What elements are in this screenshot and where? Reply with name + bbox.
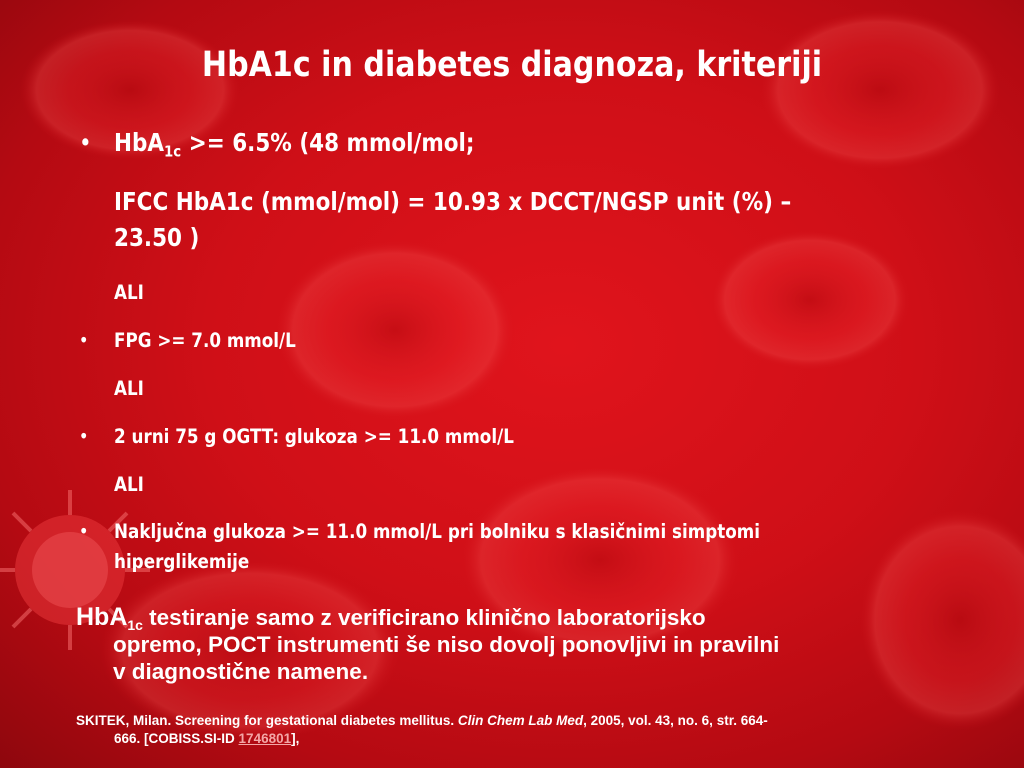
bullet-fpg: FPG >= 7.0 mmol/L bbox=[114, 329, 296, 352]
blood-cell bbox=[860, 510, 1024, 730]
bullet-random-glucose-line-1: Naključna glukoza >= 11.0 mmol/L pri bolniku s klasičnimi simptomi bbox=[114, 520, 761, 543]
or-label: ALI bbox=[114, 281, 144, 304]
bullet-dot: • bbox=[78, 520, 89, 543]
or-label: ALI bbox=[114, 473, 144, 496]
bullet-ogtt: 2 urni 75 g OGTT: glukoza >= 11.0 mmol/L bbox=[114, 425, 514, 448]
cobiss-id-link[interactable]: 1746801 bbox=[238, 731, 292, 746]
blood-cell bbox=[760, 10, 1000, 170]
blood-cell bbox=[710, 230, 910, 370]
reference-citation: SKITEK, Milan. Screening for gestational diabetes mellitus. Clin Chem Lab Med, 2005, vol. 43, no. 6, str. 664- 666. [COBISS.SI-ID 1746801], bbox=[76, 713, 768, 746]
bullet-dot: • bbox=[78, 329, 89, 352]
bullet-hba1c: HbA$_{1c}$ >= 6.5% (48 mmol/mol; bbox=[114, 128, 475, 161]
ifcc-formula-line-1: IFCC HbA1c (mmol/mol) = 10.93 x DCCT/NGSP unit (%) – bbox=[114, 187, 792, 216]
or-label: ALI bbox=[114, 377, 144, 400]
slide-title: HbA1c in diabetes diagnoza, kriteriji bbox=[201, 45, 823, 85]
ifcc-formula-line-2: 23.50 ) bbox=[114, 223, 200, 252]
bullet-random-glucose-line-2: hiperglikemije bbox=[114, 550, 250, 573]
blood-cell bbox=[275, 240, 515, 420]
bullet-dot: • bbox=[78, 425, 89, 448]
bullet-dot: • bbox=[79, 128, 92, 157]
hba1c-testing-note: HbA$_{1c}$ testiranje samo z verificirano klinično laboratorijsko opremo, POCT instrumenti še niso dovolj ponovljivi in pravilni v diagnostične namene. bbox=[76, 603, 780, 684]
